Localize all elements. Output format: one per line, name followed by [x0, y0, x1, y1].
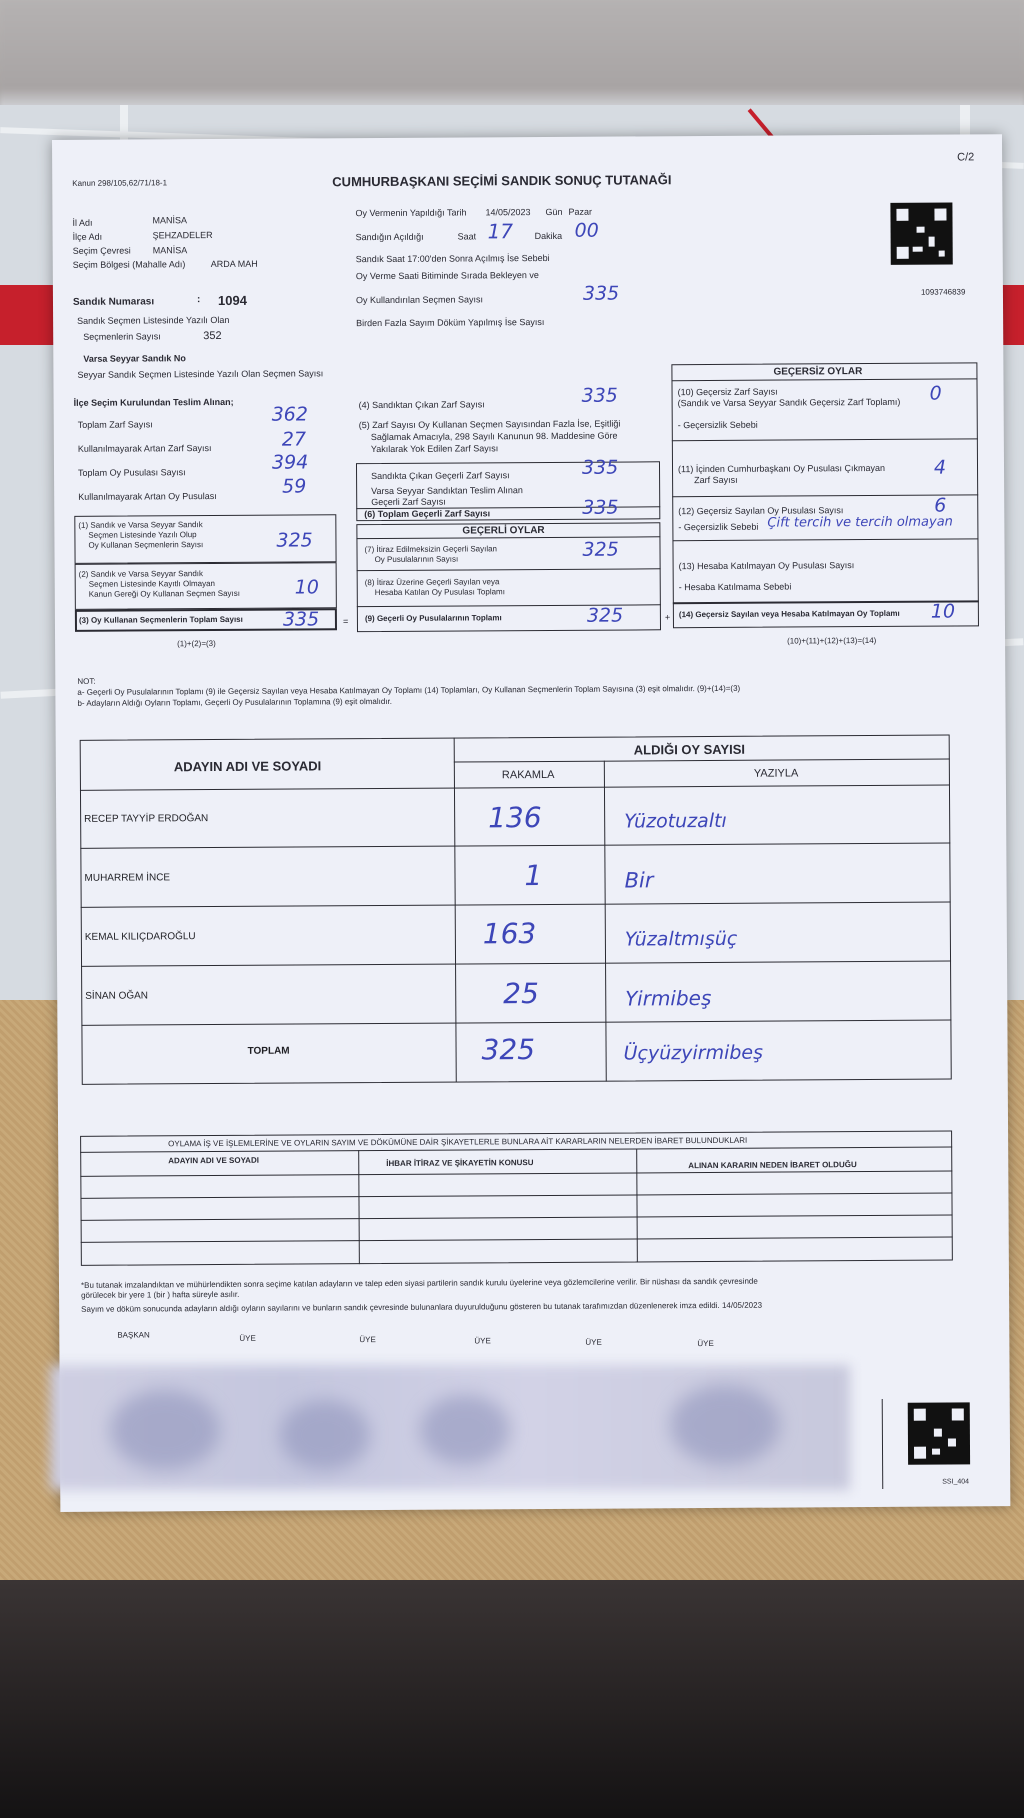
list-label-1: Sandık Seçmen Listesinde Yazılı Olan — [77, 314, 230, 326]
sandik-no-value: 1094 — [217, 292, 247, 308]
candidate-name: RECEP TAYYİP ERDOĞAN — [84, 813, 209, 825]
candidate-digits: 136 — [488, 801, 542, 835]
candidate-digits: 1 — [524, 859, 543, 893]
waiting-label-1: Oy Verme Saati Bitiminde Sırada Bekleyen ve — [355, 270, 539, 282]
col-words-header: YAZIYLA — [753, 767, 799, 780]
form-code: SSI_404 — [942, 1478, 970, 1486]
box-2-value: 10 — [294, 576, 319, 599]
box-3-label: (3) Oy Kullanan Seçmenlerin Toplam Sayısı — [78, 614, 243, 625]
note-a: a- Geçerli Oy Pusulalarının Toplamı (9) ile Geçersiz Sayılan veya Hesaba Katılmayan Oy Toplamı (14) Toplamları, Oy Kullanan Seçmenlerin Toplam Sayısına (3) eşit olmalıdır. (9)+(14)=(3) — [77, 683, 741, 697]
document-title: CUMHURBAŞKANI SEÇİMİ SANDIK SONUÇ TUTANAĞI — [332, 172, 672, 190]
blurred-top-area — [0, 0, 1024, 110]
box-2-label: Kanun Gereği Oy Kullanan Seçmen Sayısı — [88, 588, 241, 599]
candidate-name: MUHARREM İNCE — [84, 872, 171, 884]
recount-label: Birden Fazla Sayım Döküm Yapılmış İse Sayısı — [356, 316, 545, 329]
candidate-digits: 163 — [482, 917, 537, 951]
left-row-label: Kullanılmayarak Artan Zarf Sayısı — [77, 443, 212, 454]
footer-line-3: Sayım ve döküm sonucunda adayların aldığı oyların sayılarını ve bunların sandık çevresinde bulunanlara duyurulduğunu gösteren bu tutanak tarafımızdan düzenlenerek imza edildi. 14/05/2023 — [81, 1300, 763, 1314]
opened-label: Sandığın Açıldığı — [355, 231, 424, 243]
box-1-label: Seçmen Listesinde Yazılı Olup — [88, 530, 197, 540]
dark-floor — [0, 1580, 1024, 1818]
uye-label: ÜYE — [239, 1333, 256, 1343]
v8-label: Hesaba Katılan Oy Pusulası Toplamı — [374, 587, 505, 598]
box-1-label: (1) Sandık ve Varsa Seyyar Sandık — [78, 520, 203, 530]
date-value: 14/05/2023 — [485, 207, 531, 218]
dakika-label: Dakika — [534, 230, 563, 242]
r10-label: (Sandık ve Varsa Seyyar Sandık Geçersiz Zarf Toplamı) — [677, 396, 901, 409]
box-2-label: Seçmen Listesinde Kayıtlı Olmayan — [88, 579, 216, 589]
r10-reason-label: - Geçersizlik Sebebi — [677, 419, 758, 431]
valid-env-value: 335 — [581, 456, 619, 479]
total-label: TOPLAM — [247, 1045, 290, 1057]
valid-votes-heading: GEÇERLİ OYLAR — [462, 524, 545, 537]
left-row-value: 394 — [271, 451, 309, 474]
total6-label: (6) Toplam Geçerli Zarf Sayısı — [364, 508, 491, 520]
candidate-words: Yüzotuzaltı — [624, 809, 727, 833]
saat-value: 17 — [487, 219, 514, 244]
candidate-name: SİNAN OĞAN — [85, 990, 149, 1002]
borge-value: ARDA MAH — [210, 258, 258, 270]
cevre-label: Seçim Çevresi — [72, 245, 131, 256]
after17-label: Sandık Saat 17:00'den Sonra Açılmış İse Sebebi — [355, 252, 550, 265]
note-title: NOT: — [77, 676, 96, 686]
valid-env-label: Sandıkta Çıkan Geçerli Zarf Sayısı — [371, 470, 510, 482]
env5-label: (5) Zarf Sayısı Oy Kullanan Seçmen Sayısından Fazla İse, Eşitliği — [358, 418, 621, 431]
seyyar-env-label: Geçerli Zarf Sayısı — [371, 496, 446, 508]
v7-label: Oy Pusulalarının Sayısı — [374, 554, 459, 565]
uye-label: ÜYE — [585, 1337, 602, 1347]
candidate-digits: 25 — [503, 977, 539, 1011]
qr-code-bottom — [908, 1402, 970, 1464]
complaints-title: OYLAMA İŞ VE İŞLEMLERİNE VE OYLARIN SAYIM VE DÖKÜMÜNE DAİR ŞİKAYETLERLE BUNLARA AİT KARARLARIN NELERDEN İBARET BULUNDUKLARI — [168, 1135, 748, 1149]
left-row-label: Kullanılmayarak Artan Oy Pusulası — [78, 491, 217, 502]
v7-label: (7) İtiraz Edilmeksizin Geçerli Sayılan — [364, 544, 498, 555]
env4-label: (4) Sandıktan Çıkan Zarf Sayısı — [358, 399, 485, 411]
complaints-col1: ADAYIN ADI VE SOYADI — [168, 1155, 259, 1166]
list-label-2: Seçmenlerin Sayısı — [83, 331, 161, 342]
il-value: MANİSA — [152, 215, 188, 226]
env4-value: 335 — [581, 384, 618, 407]
left-formula: (1)+(2)=(3) — [177, 639, 216, 649]
env5-label: Yakılarak Yok Edilen Zarf Sayısı — [370, 443, 499, 455]
v9-value: 325 — [586, 604, 624, 627]
footer-line-1: *Bu tutanak imzalandıktan ve mühürlendikten sonra seçime katılan adayların ve talep eden siyasi partilerin sandık kurulu üyelerine veya gözlemcilerine verilir. Bir nüshası da sandık çevresinde — [80, 1276, 758, 1290]
list-value: 352 — [203, 329, 222, 343]
v8-label: (8) İtiraz Üzerine Geçerli Sayılan veya — [364, 577, 500, 588]
dakika-value: 00 — [574, 219, 599, 242]
cevre-value: MANİSA — [152, 245, 188, 256]
r12-reason-label: - Geçersizlik Sebebi — [678, 521, 759, 533]
r10-label: (10) Geçersiz Zarf Sayısı — [677, 386, 778, 398]
note-b: b- Adayların Aldığı Oyların Toplamı, Geçerli Oy Pusulalarının Toplamına (9) eşit olmalıdır. — [77, 696, 392, 708]
borge-label: Seçim Bölgesi (Mahalle Adı) — [72, 259, 186, 270]
r14-value: 10 — [930, 600, 956, 623]
candidate-words: Yüzaltmışüç — [624, 927, 738, 951]
left-row-label: Toplam Zarf Sayısı — [77, 419, 153, 430]
col-digits-header: RAKAMLA — [501, 768, 555, 782]
right-formula: (10)+(11)+(12)+(13)=(14) — [787, 635, 877, 646]
total-words: Üçyüzyirmibeş — [623, 1041, 764, 1065]
left-row-value: 59 — [282, 475, 307, 498]
seyyar-label: Varsa Seyyar Sandık No — [83, 353, 186, 364]
box-2-label: (2) Sandık ve Varsa Seyyar Sandık — [78, 569, 204, 579]
env5-label: Sağlamak Amacıyla, 298 Sayılı Kanunun 98. Maddesine Göre — [370, 430, 618, 443]
total6-value: 335 — [582, 496, 619, 519]
left-heading: İlçe Seçim Kurulundan Teslim Alınan; — [73, 396, 234, 408]
r13-reason-label: - Hesaba Katılmama Sebebi — [678, 581, 792, 593]
day-label: Gün — [545, 206, 563, 217]
uye-label: ÜYE — [359, 1335, 376, 1345]
candidate-name: KEMAL KILIÇDAROĞLU — [84, 931, 196, 943]
r11-label: (11) İçinden Cumhurbaşkanı Oy Pusulası Çıkmayan — [677, 462, 885, 475]
uye-label: ÜYE — [474, 1336, 491, 1346]
equals-sign: = — [342, 616, 349, 627]
box-1-value: 325 — [276, 529, 313, 552]
r10-value: 0 — [929, 382, 942, 405]
ilce-value: ŞEHZADELER — [152, 230, 213, 241]
uye-label: ÜYE — [697, 1338, 714, 1349]
v9-label: (9) Geçerli Oy Pusulalarının Toplamı — [364, 613, 502, 624]
saat-label: Saat — [457, 231, 477, 242]
col-votes-header: ALDIĞI OY SAYISI — [633, 741, 746, 758]
r13-label: (13) Hesaba Katılmayan Oy Pusulası Sayısı — [678, 560, 855, 572]
law-reference: Kanun 298/105,62/71/18-1 — [72, 178, 168, 188]
r11-label: Zarf Sayısı — [694, 474, 738, 486]
complaints-col3: ALINAN KARARIN NEDEN İBARET OLDUĞU — [688, 1160, 857, 1171]
ilce-label: İlçe Adı — [72, 231, 103, 242]
qr-code-top — [890, 203, 952, 265]
il-label: İl Adı — [72, 217, 93, 228]
col-name-header: ADAYIN ADI VE SOYADI — [173, 758, 322, 775]
v7-value: 325 — [582, 538, 619, 561]
candidate-words: Bir — [624, 868, 654, 893]
box-3-value: 335 — [282, 608, 320, 631]
sandik-no-label: Sandık Numarası — [72, 296, 155, 308]
r12-reason-value: Çift tercih ve tercih olmayan — [767, 514, 953, 531]
plus-sign: + — [664, 612, 671, 623]
footer-line-2: görülecek bir yere 1 (bir ) hafta süreyle asılır. — [81, 1289, 240, 1300]
barcode-number: 1093746839 — [920, 287, 966, 297]
left-row-label: Toplam Oy Pusulası Sayısı — [78, 467, 186, 478]
complaints-col2: İHBAR İTİRAZ VE ŞİKAYETİN KONUSU — [386, 1158, 534, 1168]
r14-label: (14) Geçersiz Sayılan veya Hesaba Katılmayan Oy Toplamı — [678, 608, 900, 620]
ballot-result-sheet: Kanun 298/105,62/71/18-1 C/2 CUMHURBAŞKANI SEÇİMİ SANDIK SONUÇ TUTANAĞI 1093746839 İl Adı MANİSA İlçe Adı ŞEHZADELER Seçim Çevresi MANİSA Seçim Bölgesi (Mahalle Adı) ARDA MAH Oy Vermenin Yapıldığı Tarih 14/05/2023 Gün Pazar Sandığın Açıldığı Saat 17 Dakika 00 Sandık Saat 17:00'den Sonra Açılmış İse Sebebi Oy Verme Saati Bitiminde Sırada Bekleyen ve Oy Kullandırılan Seçmen Sayısı 335 Birden Fazla Sayım Döküm Yapılmış İse Sayısı Sandık Numarası : 1094 Sandık Seçmen Listesinde Yazılı Olan Seçmenlerin Sayısı 352 Varsa Seyyar Sandık No Seyyar Sandık Seçmen Listesinde Yazılı Olan Seçmen Sayısı İlçe Seçim Kurulundan Teslim Alınan; Toplam Zarf Sayısı 362 Kullanılmayarak Artan Zarf Sayısı 27 Toplam Oy Pusulası Sayısı 394 Kullanılmayarak Artan Oy Pusulası 59 (1) Sandık ve Varsa Seyyar Sandık Seçmen Listesinde Yazılı Olup Oy Kullanan Seçmenlerin Sayısı 325 (2) Sandık ve Varsa Seyyar Sandık Seçmen Listesinde Kayıtlı Olmayan Kanun Gereği Oy Kullanan Seçmen Sayısı 10 (3) Oy Kullanan Seçmenlerin Toplam Sayısı 335 (1)+(2)=(3) = (4) Sandıktan Çıkan Zarf Sayısı 335 (5) Zarf Sayısı Oy Kullanan Seçmen Sayısından Fazla İse, Eşitliği Sağlamak Amacıyla, 298 Sayılı Kanunun 98. Maddesine Göre Yakılarak Yok Edilen Zarf Sayısı Sandıkta Çıkan Geçerli Zarf Sayısı 335 Varsa Seyyar Sandıktan Teslim Alınan Geçerli Zarf Sayısı (6) Toplam Geçerli Zarf Sayısı 335 GEÇERLİ OYLAR (7) İtiraz Edilmeksizin Geçerli Sayılan Oy Pusulalarının Sayısı 325 (8) İtiraz Üzerine Geçerli Sayılan veya Hesaba Katılan Oy Pusulası Toplamı (9) Geçerli Oy Pusulalarının Toplamı 325 + GEÇERSİZ OYLAR (10) Geçersiz Zarf Sayısı (Sandık ve Varsa Seyyar Sandık Geçersiz Zarf Toplamı) 0 - Geçersizlik Sebebi (11) İçinden Cumhurbaşkanı Oy Pusulası Çıkmayan Zarf Sayısı 4 (12) Geçersiz Sayılan Oy Pusulası Sayısı 6 - Geçersizlik Sebebi Çift tercih ve tercih olmayan (13) Hesaba Katılmayan Oy Pusulası Sayısı - Hesaba Katılmama Sebebi (14) Geçersiz Sayılan veya Hesaba Katılmayan Oy Toplamı 10 (10)+(11)+(12)+(13)=(14) NOT: a- Geçerli Oy Pusulalarının Toplamı (9) ile Geçersiz Sayılan veya Hesaba Katılmayan Oy Toplamı (14) Toplamları, Oy Kullanan Seçmenlerin Toplam Sayısına (3) eşit olmalıdır. (9)+(14)=(3) b- Adayların Aldığı Oyların Toplamı, Geçerli Oy Pusulalarının Toplamına (9) eşit olmalıdır. ADAYIN ADI VE SOYADI ALDIĞI OY SAYISI RAKAMLA YAZIYLA RECEP TAYYİP ERDOĞAN 136 Yüzotuzaltı MUHARREM İNCE 1 Bir KEMAL KILIÇDAROĞLU 163 Yüzaltmışüç SİNAN OĞAN 25 Yirmibeş TOPLAM 325 Üçyüzyirmibeş OYLAMA İŞ VE İŞLEMLERİNE VE OYLARIN SAYIM VE DÖKÜMÜNE DAİR ŞİKAYETLERLE BUNLARA AİT KARARLARIN NELERDEN İBARET BULUNDUKLARI ADAYIN ADI VE SOYADI İHBAR İTİRAZ VE ŞİKAYETİN KONUSU ALINAN KARARIN NEDEN İBARET OLDUĞU *Bu tutanak imzalandıktan ve mühürlendikten sonra seçime katılan adayların ve talep eden siyasi partilerin sandık kurulu üyelerine veya gözlemcilerine verilir. Bir nüshası da sandık çevresinde görülecek bir yere 1 (bir ) hafta süreyle asılır. Sayım ve döküm sonucunda adayların aldığı oyların sayılarını ve bunların sandık çevresinde bulunanlara duyurulduğunu gösteren bu tutanak tarafımızdan düzenlenerek imza edildi. 14/05/2023 BAŞKAN ÜYE ÜYE ÜYE ÜYE ÜYE SSI_404 — [52, 134, 1010, 1512]
waiting-label-2: Oy Kullandırılan Seçmen Sayısı — [355, 294, 484, 306]
seyyar-list-label: Seyyar Sandık Seçmen Listesinde Yazılı Olan Seçmen Sayısı — [77, 368, 324, 380]
date-label: Oy Vermenin Yapıldığı Tarih — [355, 207, 467, 219]
day-value: Pazar — [568, 206, 592, 217]
r12-value: 6 — [934, 494, 947, 517]
baskan-label: BAŞKAN — [117, 1330, 150, 1340]
seyyar-env-label: Varsa Seyyar Sandıktan Teslim Alınan — [371, 485, 523, 497]
left-row-value: 27 — [281, 428, 307, 451]
waiting-value: 335 — [582, 282, 620, 305]
page-code: C/2 — [957, 151, 975, 164]
r12-label: (12) Geçersiz Sayılan Oy Pusulası Sayısı — [678, 505, 844, 517]
r11-value: 4 — [933, 456, 947, 479]
left-row-value: 362 — [271, 403, 309, 426]
total-digits: 325 — [481, 1033, 536, 1067]
box-1-label: Oy Kullanan Seçmenlerin Sayısı — [88, 540, 204, 550]
candidate-words: Yirmibeş — [625, 985, 712, 1011]
invalid-votes-heading: GEÇERSİZ OYLAR — [773, 366, 863, 378]
